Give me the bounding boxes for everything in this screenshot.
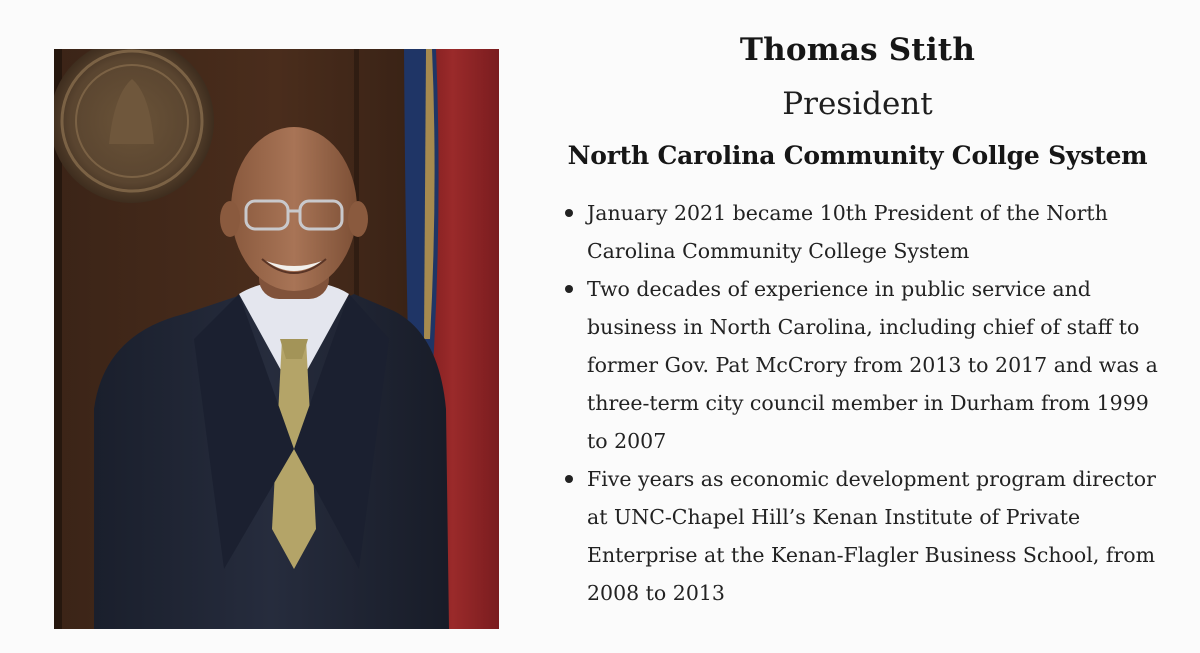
bio-bullet-text: Five years as economic development program director at UNC-Chapel Hill’s Kenan Institute of Private Enterprise at the Kenan-Flagler Business School, from 2008 to 2013 xyxy=(587,467,1156,605)
portrait-photo xyxy=(54,49,499,629)
bio-bullet-item xyxy=(562,194,1162,270)
bullet-icon xyxy=(565,475,573,483)
organization-name: North Carolina Community Collge System xyxy=(567,141,1148,170)
bio-bullet-item xyxy=(562,460,1162,612)
bio-bullet-text: January 2021 became 10th President of the North Carolina Community College System xyxy=(587,201,1108,263)
person-title: President xyxy=(782,86,933,122)
bullet-icon xyxy=(565,285,573,293)
bio-bullet-text: Two decades of experience in public service and business in North Carolina, including chief of staff to former Gov. Pat McCrory from 2013 to 2017 and was a three-term city council member in Durham from 1999 to 2007 xyxy=(587,277,1158,453)
person-name: Thomas Stith xyxy=(739,32,976,68)
bullet-icon xyxy=(565,209,573,217)
bio-bullet-item xyxy=(562,270,1162,460)
bio-bullet-list xyxy=(562,194,1162,612)
portrait-illustration xyxy=(54,49,499,629)
